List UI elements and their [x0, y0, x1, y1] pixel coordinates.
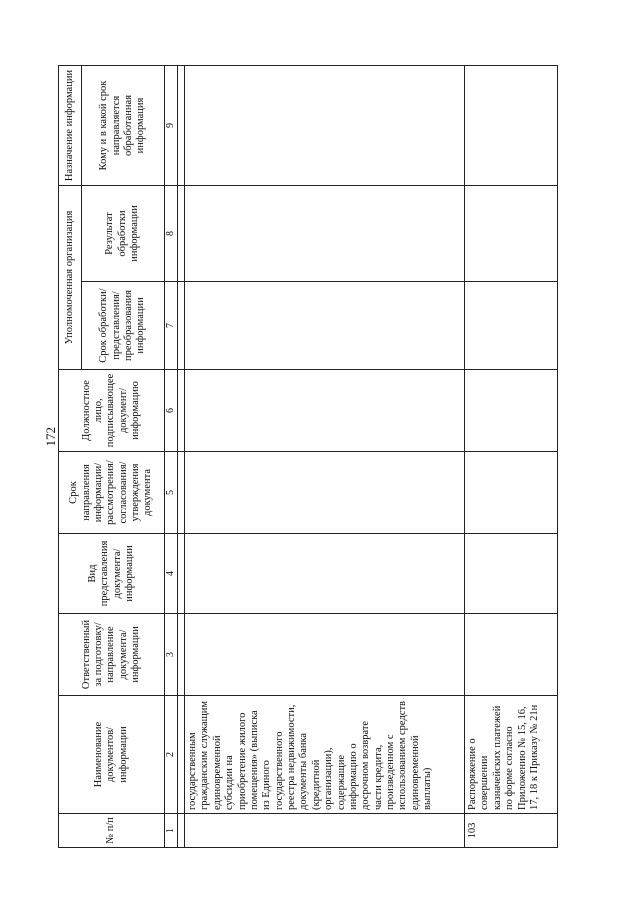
header-col-3: Ответственный за подготовку/ направление документа/ информации: [59, 614, 165, 696]
header-group: Уполномоченная организация: [59, 186, 82, 370]
col-number-3: 3: [165, 614, 178, 696]
col-number-8: 8: [165, 186, 178, 282]
header-col-4: Вид представления документа/ информации: [59, 534, 165, 614]
row-document-name: Распоряжение о совершении казначейских платежей по форме согласно Приложению № 15, 16, 17, 18 к Приказу № 21н: [465, 696, 558, 814]
header-col-1: № п/п: [59, 814, 165, 848]
header-col-7: Срок обработки/ представления/ преобразования информации: [82, 282, 165, 370]
rotated-table-wrapper: [58, 66, 558, 848]
col-number-9: 9: [165, 66, 178, 186]
col-number-2: 2: [165, 696, 178, 814]
row-number: [185, 814, 465, 848]
data-table: [58, 65, 558, 848]
row-number: 103: [465, 814, 558, 848]
header-col-2: Наименование документов/ информации: [59, 696, 165, 814]
header-col-6: Должностное лицо, подписывающее документ/ информацию: [59, 370, 165, 452]
header-col-9-top: Назначение информации: [59, 66, 82, 186]
header-col-5: Срок направления информации/ рассмотрения/ согласования/ утверждения документа: [59, 452, 165, 534]
col-number-1: 1: [165, 814, 178, 848]
row-document-name: государственным гражданским служащим единовременной субсидии на приобретение жилого помещения» (выписка из Единого государственного реестра недвижимости, документы банка (кредитной организации), содержащие информацию о досрочном возврате части кредита, произведенном с использованием средств единовременной выплаты): [185, 696, 465, 814]
table-row: [185, 66, 465, 848]
col-number-5: 5: [165, 452, 178, 534]
col-number-7: 7: [165, 282, 178, 370]
table-row: [465, 66, 558, 848]
header-col-8: Результат обработки информации: [82, 186, 165, 282]
col-number-4: 4: [165, 534, 178, 614]
header-col-9: Кому и в какой срок направляется обработанная информация: [82, 66, 165, 186]
col-number-6: 6: [165, 370, 178, 452]
page-number: 172: [43, 427, 58, 447]
